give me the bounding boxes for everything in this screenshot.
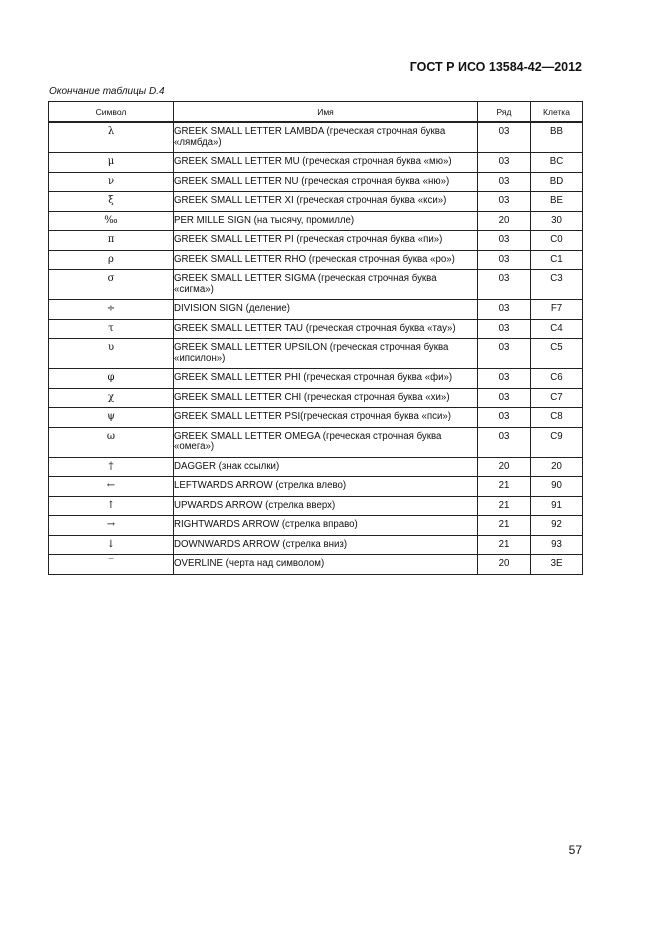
cell-code-cell: C9: [531, 427, 583, 457]
symbol-cell: →: [49, 516, 174, 536]
name-cell: GREEK SMALL LETTER PSI(греческая строчная буква «пси»): [174, 408, 478, 428]
name-cell: RIGHTWARDS ARROW (стрелка вправо): [174, 516, 478, 536]
cell-code-cell: BD: [531, 172, 583, 192]
row-number-cell: 03: [478, 153, 531, 173]
column-header-row: Ряд: [478, 102, 531, 123]
row-number-cell: 03: [478, 270, 531, 300]
symbol-cell: ↑: [49, 496, 174, 516]
cell-code-cell: 30: [531, 211, 583, 231]
row-number-cell: 03: [478, 192, 531, 212]
row-number-cell: 03: [478, 231, 531, 251]
table-row: [49, 369, 583, 389]
table-row: [49, 231, 583, 251]
name-cell: OVERLINE (черта над символом): [174, 555, 478, 575]
row-number-cell: 03: [478, 427, 531, 457]
symbol-cell: π: [49, 231, 174, 251]
cell-code-cell: C6: [531, 369, 583, 389]
row-number-cell: 20: [478, 457, 531, 477]
table-row: [49, 172, 583, 192]
column-header-name: Имя: [174, 102, 478, 123]
table-row: [49, 477, 583, 497]
table-row: [49, 270, 583, 300]
table-body: [49, 122, 583, 574]
name-cell: GREEK SMALL LETTER SIGMA (греческая строчная буква «сигма»): [174, 270, 478, 300]
table-row: [49, 457, 583, 477]
symbol-cell: λ: [49, 122, 174, 153]
symbol-cell: ω: [49, 427, 174, 457]
table-row: [49, 408, 583, 428]
column-header-symbol: Символ: [49, 102, 174, 123]
cell-code-cell: C8: [531, 408, 583, 428]
name-cell: GREEK SMALL LETTER NU (греческая строчная буква «ню»): [174, 172, 478, 192]
symbol-cell: τ: [49, 319, 174, 339]
row-number-cell: 21: [478, 535, 531, 555]
cell-code-cell: C5: [531, 339, 583, 369]
symbol-cell: υ: [49, 339, 174, 369]
cell-code-cell: BC: [531, 153, 583, 173]
table-row: [49, 427, 583, 457]
table-row: [49, 535, 583, 555]
name-cell: GREEK SMALL LETTER TAU (греческая строчная буква «тау»): [174, 319, 478, 339]
cell-code-cell: BE: [531, 192, 583, 212]
cell-code-cell: C7: [531, 388, 583, 408]
symbol-cell: ρ: [49, 250, 174, 270]
table-row: [49, 122, 583, 153]
table-row: [49, 300, 583, 320]
cell-code-cell: 3E: [531, 555, 583, 575]
symbol-cell: ψ: [49, 408, 174, 428]
cell-code-cell: C4: [531, 319, 583, 339]
symbol-cell: φ: [49, 369, 174, 389]
row-number-cell: 03: [478, 369, 531, 389]
name-cell: GREEK SMALL LETTER PHI (греческая строчная буква «фи»): [174, 369, 478, 389]
row-number-cell: 20: [478, 211, 531, 231]
cell-code-cell: C1: [531, 250, 583, 270]
row-number-cell: 03: [478, 172, 531, 192]
symbol-cell: ←: [49, 477, 174, 497]
symbol-cell: ÷: [49, 300, 174, 320]
page-number: 57: [568, 843, 582, 857]
table-row: [49, 388, 583, 408]
symbol-cell: χ: [49, 388, 174, 408]
symbol-cell: ‰: [49, 211, 174, 231]
name-cell: GREEK SMALL LETTER UPSILON (греческая строчная буква «ипсилон»): [174, 339, 478, 369]
name-cell: GREEK SMALL LETTER RHO (греческая строчная буква «ро»): [174, 250, 478, 270]
row-number-cell: 03: [478, 388, 531, 408]
column-header-cell: Клетка: [531, 102, 583, 123]
table-caption: Окончание таблицы D.4: [49, 86, 165, 97]
cell-code-cell: 20: [531, 457, 583, 477]
symbol-cell: ξ: [49, 192, 174, 212]
symbols-table: [48, 101, 583, 575]
symbol-cell: σ: [49, 270, 174, 300]
name-cell: GREEK SMALL LETTER OMEGA (греческая строчная буква «омега»): [174, 427, 478, 457]
table-header-row: [49, 102, 583, 123]
symbol-cell: ↓: [49, 535, 174, 555]
table-row: [49, 250, 583, 270]
row-number-cell: 21: [478, 496, 531, 516]
row-number-cell: 03: [478, 250, 531, 270]
table-row: [49, 339, 583, 369]
cell-code-cell: 93: [531, 535, 583, 555]
table-row: [49, 153, 583, 173]
table-row: [49, 555, 583, 575]
symbol-cell: ‾: [49, 555, 174, 575]
row-number-cell: 03: [478, 300, 531, 320]
row-number-cell: 03: [478, 122, 531, 153]
table-row: [49, 211, 583, 231]
cell-code-cell: C0: [531, 231, 583, 251]
row-number-cell: 20: [478, 555, 531, 575]
cell-code-cell: C3: [531, 270, 583, 300]
name-cell: UPWARDS ARROW (стрелка вверх): [174, 496, 478, 516]
row-number-cell: 03: [478, 408, 531, 428]
name-cell: DAGGER (знак ссылки): [174, 457, 478, 477]
table-row: [49, 319, 583, 339]
name-cell: LEFTWARDS ARROW (стрелка влево): [174, 477, 478, 497]
cell-code-cell: F7: [531, 300, 583, 320]
name-cell: GREEK SMALL LETTER MU (греческая строчная буква «мю»): [174, 153, 478, 173]
cell-code-cell: 90: [531, 477, 583, 497]
cell-code-cell: 91: [531, 496, 583, 516]
cell-code-cell: 92: [531, 516, 583, 536]
table-row: [49, 516, 583, 536]
row-number-cell: 21: [478, 516, 531, 536]
row-number-cell: 03: [478, 339, 531, 369]
table-row: [49, 496, 583, 516]
document-id: ГОСТ Р ИСО 13584-42—2012: [409, 60, 582, 74]
row-number-cell: 21: [478, 477, 531, 497]
name-cell: GREEK SMALL LETTER CHI (греческая строчная буква «хи»): [174, 388, 478, 408]
name-cell: DIVISION SIGN (деление): [174, 300, 478, 320]
name-cell: DOWNWARDS ARROW (стрелка вниз): [174, 535, 478, 555]
name-cell: GREEK SMALL LETTER XI (греческая строчная буква «кси»): [174, 192, 478, 212]
table-row: [49, 192, 583, 212]
cell-code-cell: BB: [531, 122, 583, 153]
symbol-cell: μ: [49, 153, 174, 173]
name-cell: GREEK SMALL LETTER PI (греческая строчная буква «пи»): [174, 231, 478, 251]
name-cell: PER MILLE SIGN (на тысячу, промилле): [174, 211, 478, 231]
symbol-cell: ν: [49, 172, 174, 192]
symbol-cell: †: [49, 457, 174, 477]
row-number-cell: 03: [478, 319, 531, 339]
name-cell: GREEK SMALL LETTER LAMBDA (греческая строчная буква «лямбда»): [174, 122, 478, 153]
